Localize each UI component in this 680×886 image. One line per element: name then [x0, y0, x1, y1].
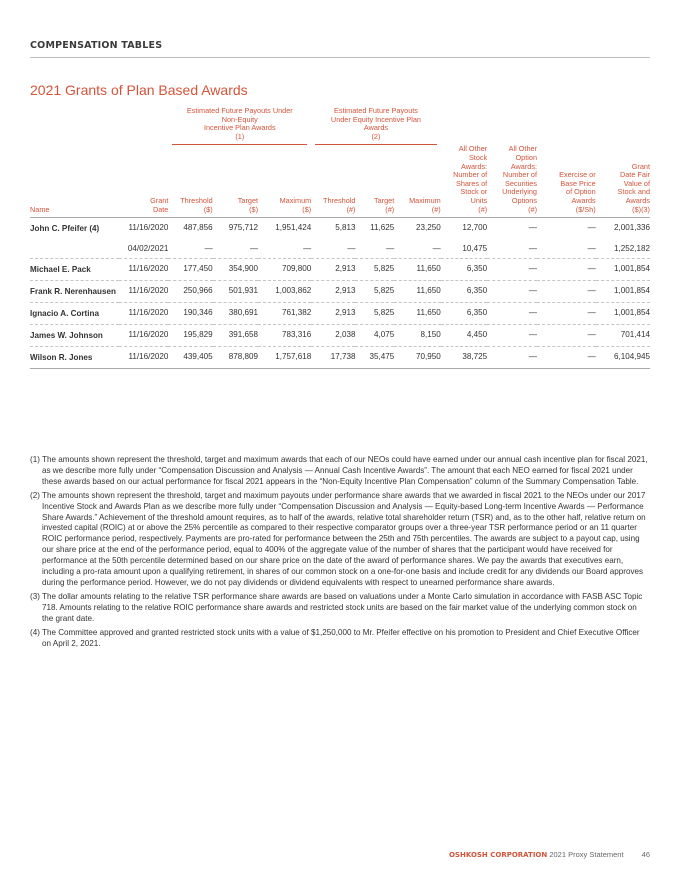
cell: 250,966 — [168, 281, 212, 303]
cell: 4,075 — [355, 325, 394, 347]
cell: 11,650 — [394, 281, 440, 303]
cell: — — [528, 223, 537, 233]
cell: 1,951,424 — [275, 223, 312, 233]
col-ne-target: Target ($) — [213, 145, 258, 217]
cell: 701,414 — [596, 325, 650, 347]
page-title: 2021 Grants of Plan Based Awards — [30, 82, 248, 98]
cell: 5,825 — [355, 259, 394, 281]
footnote-1 — [30, 455, 650, 488]
cell: 195,829 — [168, 325, 212, 347]
cell: 5,813 — [335, 223, 356, 233]
cell: 2,913 — [311, 259, 355, 281]
cell: 380,691 — [213, 303, 258, 325]
cell: 709,800 — [258, 259, 311, 281]
cell: 1,001,854 — [596, 281, 650, 303]
cell: 501,931 — [213, 281, 258, 303]
table-row — [30, 325, 650, 347]
cell: — — [355, 239, 394, 259]
row-name: Ignacio A. Cortina — [30, 303, 119, 325]
equity-group-header: Estimated Future Payouts Under Equity Incentive Plan Awards (2) — [311, 107, 441, 145]
cell: — — [487, 303, 537, 325]
cell: 11/16/2020 — [119, 347, 169, 369]
col-stock-awards: All Other Stock Awards: Number of Shares of Stock or Units (#) — [441, 145, 487, 217]
row-name: Frank R. Nerenhausen — [30, 281, 119, 303]
page-footer — [449, 850, 650, 859]
grants-table — [30, 107, 650, 369]
footnote-mark: (1) — [30, 455, 40, 464]
cell: 761,382 — [258, 303, 311, 325]
col-eq-threshold: Threshold (#) — [311, 145, 355, 217]
cell: 2,913 — [311, 303, 355, 325]
col-option-awards: All Other Option Awards: Number of Securities Underlying Options (#) — [487, 145, 537, 217]
cell: 11,625 — [370, 223, 395, 233]
table-row — [30, 303, 650, 325]
cell: — — [537, 303, 596, 325]
cell: 8,150 — [394, 325, 440, 347]
cell: 878,809 — [213, 347, 258, 369]
cell: 2,038 — [311, 325, 355, 347]
cell: 975,712 — [228, 223, 259, 233]
cell: 6,350 — [441, 303, 487, 325]
footnote-mark: (2) — [30, 490, 40, 500]
section-label: COMPENSATION TABLES — [30, 40, 163, 51]
cell: — — [587, 223, 596, 233]
cell: 11,650 — [394, 303, 440, 325]
col-ne-maximum: Maximum ($) — [258, 145, 311, 217]
cell: 6,350 — [441, 281, 487, 303]
cell: 4,450 — [441, 325, 487, 347]
cell: 1,003,862 — [258, 281, 311, 303]
cell: 1,001,854 — [596, 259, 650, 281]
cell: 38,725 — [441, 347, 487, 369]
cell: — — [213, 239, 258, 259]
cell: 70,950 — [394, 347, 440, 369]
footnote-text: The amounts shown represent the threshold, target and maximum payouts under performance share awards that we awarded in fiscal 2021 to the NEOs under our 2017 Incentive Stock and Awards Plan as we describe more fully under “Compensation Discussion and Analysis — Equity-based Long-term Incentive Awards — Performance Share Awards.” Achievement of the threshold amount requires, as to half of the awards, relative total shareholder return (TSR) and, as to the other half, relative return on invested capital (ROIC) at or above the 25% percentile as compared to their respective comparator groups over a three-year TSR performance period or an 11 quarter ROIC performance period, respectively. Payments are pro-rated for performance between the 25th and 75th percentiles. The awards are subject to a payout cap, using our share price at the end of the performance period, equal to 400% of the aggregate value of the number of shares that the participant would have received for performance at the 50th percentile determined based on our share price on the date of the award of performance shares. We pay the awards that executives earn, including a pro-rata amount upon a qualifying retirement, in shares of our common stock on a one-for-one basis and include credit for any dividends our Board approves during the performance period. However, we do not pay dividends or dividend equivalents with respect to unearned performance share awards. — [42, 490, 646, 587]
table-row — [30, 347, 650, 369]
col-name: Name — [30, 145, 119, 217]
cell: 12,700 — [462, 223, 488, 233]
cell: — — [168, 239, 212, 259]
cell: — — [258, 239, 311, 259]
footnote-mark: (3) — [30, 591, 40, 601]
table-row — [30, 218, 650, 240]
cell: 6,350 — [441, 259, 487, 281]
cell: — — [394, 239, 440, 259]
footnotes — [30, 455, 650, 652]
footnote-text: The amounts shown represent the threshold, target and maximum awards that each of our NEOs could have earned under our annual cash incentive plan for fiscal 2021, as we describe more fully under “Compensation Discussion and Analysis — Annual Cash Incentive Awards”. The amount that each NEO earned for fiscal 2021 under these awards based on our actual performance for fiscal 2021 appears in the “Non-Equity Incentive Plan Compensation” column of the Summary Compensation Table. — [42, 455, 648, 486]
non-equity-group-header: Estimated Future Payouts Under Non-Equity Incentive Plan Awards (1) — [168, 107, 311, 145]
cell: 11/16/2020 — [119, 325, 169, 347]
cell: 11/16/2020 — [119, 281, 169, 303]
row-name: John C. Pfeifer (4) — [30, 224, 100, 234]
cell: 354,900 — [213, 259, 258, 281]
footer-doc: 2021 Proxy Statement — [549, 850, 624, 859]
cell: 1,252,182 — [596, 239, 650, 259]
table-row — [30, 281, 650, 303]
footnote-4 — [30, 628, 650, 650]
header-rule — [30, 57, 650, 58]
cell: — — [487, 259, 537, 281]
cell: — — [311, 239, 355, 259]
cell: 783,316 — [258, 325, 311, 347]
col-grant-date: Grant Date — [119, 145, 169, 217]
cell: — — [487, 347, 537, 369]
cell: — — [537, 239, 596, 259]
footer-company: OSHKOSH CORPORATION — [448, 851, 548, 859]
group-header-row — [30, 107, 650, 145]
cell: — — [487, 239, 537, 259]
cell: — — [537, 281, 596, 303]
cell: 11/16/2020 — [119, 259, 169, 281]
cell: 177,450 — [168, 259, 212, 281]
row-name: Wilson R. Jones — [30, 347, 119, 369]
column-header-row — [30, 145, 650, 217]
cell: — — [537, 259, 596, 281]
row-name — [30, 239, 119, 259]
cell: 1,757,618 — [258, 347, 311, 369]
table-row — [30, 259, 650, 281]
cell: 6,104,945 — [596, 347, 650, 369]
cell: — — [537, 325, 596, 347]
footnote-mark: (4) — [30, 627, 40, 637]
cell: 35,475 — [355, 347, 394, 369]
cell: 391,658 — [213, 325, 258, 347]
footnote-2 — [30, 491, 650, 589]
footnote-text: The dollar amounts relating to the relative TSR performance share awards are based on valuations under a Monte Carlo simulation in accordance with FASB ASC Topic 718. Amounts relating to the relative ROIC performance share awards and restricted stock units are based on the fair market value of the underlying common stock on the grant date. — [42, 591, 643, 623]
cell: 439,405 — [168, 347, 212, 369]
col-grant-fair-value: Grant Date Fair Value of Stock and Awards ($)(3) — [596, 145, 650, 217]
cell: 11/16/2020 — [119, 303, 169, 325]
col-eq-maximum: Maximum (#) — [394, 145, 440, 217]
cell: — — [487, 281, 537, 303]
row-name: James W. Johnson — [30, 325, 119, 347]
cell: 2,913 — [311, 281, 355, 303]
cell: 487,856 — [183, 223, 213, 233]
footnote-text: The Committee approved and granted restricted stock units with a value of $1,250,000 to Mr. Pfeifer effective on his promotion to President and Chief Executive Officer on April 2, 2021. — [42, 627, 640, 648]
cell: 17,738 — [311, 347, 355, 369]
cell: 1,001,854 — [596, 303, 650, 325]
cell: — — [487, 325, 537, 347]
col-ne-threshold: Threshold ($) — [168, 145, 212, 217]
footnote-3 — [30, 592, 650, 625]
col-exercise-price: Exercise or Base Price of Option Awards ($/Sh) — [537, 145, 596, 217]
cell: 04/02/2021 — [119, 239, 169, 259]
table-row — [30, 239, 650, 259]
cell: 10,475 — [441, 239, 487, 259]
cell: 5,825 — [355, 303, 394, 325]
cell: 190,346 — [168, 303, 212, 325]
cell: 11,650 — [394, 259, 440, 281]
row-name: Michael E. Pack — [30, 259, 119, 281]
cell: — — [537, 347, 596, 369]
col-eq-target: Target (#) — [355, 145, 394, 217]
cell: 5,825 — [355, 281, 394, 303]
cell: 2,001,336 — [613, 223, 650, 233]
cell: 23,250 — [415, 223, 441, 233]
page-number: 46 — [641, 850, 650, 859]
cell: 11/16/2020 — [128, 223, 169, 233]
